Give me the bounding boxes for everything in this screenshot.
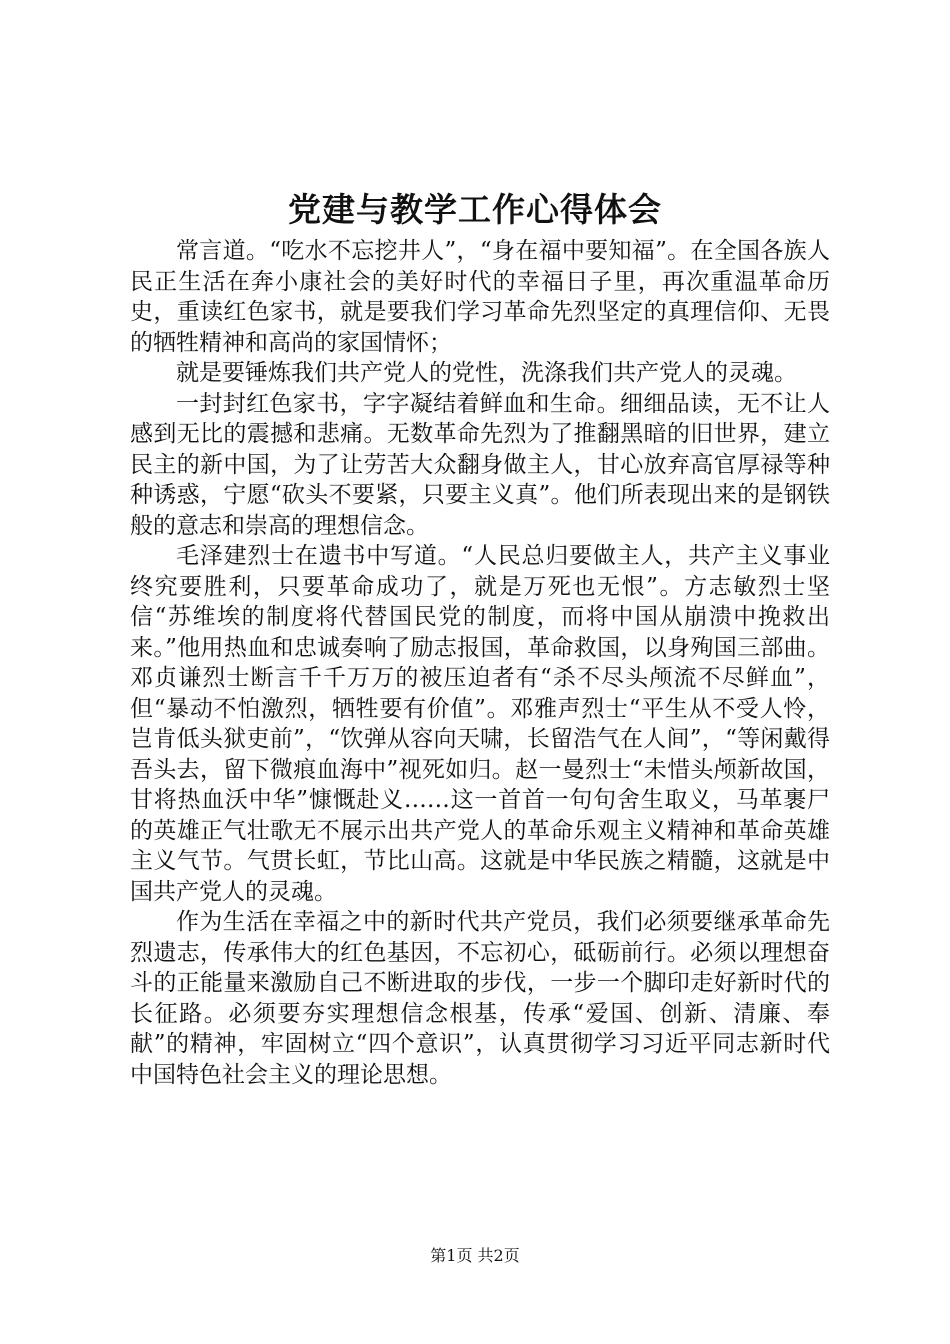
paragraph-3: 一封封红色家书，字字凝结着鲜血和生命。细细品读，无不让人感到无比的震撼和悲痛。无数革命先烈为了推翻黑暗的旧世界，建立民主的新中国，为了让劳苦大众翻身做主人，甘心放弃高官厚禄等种种诱惑，宁愿“砍头不要紧，只要主义真”。他们所表现出来的是钢铁般的意志和崇高的理想信念。 xyxy=(130,390,830,539)
document-body xyxy=(130,236,830,1090)
paragraph-2: 就是要锤炼我们共产党人的党性，洗涤我们共产党人的灵魂。 xyxy=(176,360,797,386)
paragraph-5: 作为生活在幸福之中的新时代共产党员，我们必须要继承革命先烈遗志，传承伟大的红色基因，不忘初心，砥砺前行。必须以理想奋斗的正能量来激励自己不断进取的步伐，一步一个脚印走好新时代的长征路。必须要夯实理想信念根基，传承“爱国、创新、清廉、奉献”的精神，牢固树立“四个意识”，认真贯彻学习习近平同志新时代中国特色社会主义的理论思想。 xyxy=(130,909,830,1088)
page-footer: 第1页 共2页 xyxy=(430,1246,520,1265)
document-title: 党建与教学工作心得体会 xyxy=(288,190,662,229)
paragraph-1: 常言道。“吃水不忘挖井人”，“身在福中要知福”。在全国各族人民正生活在奔小康社会的美好时代的幸福日子里，再次重温革命历史，重读红色家书，就是要我们学习革命先烈坚定的真理信仰、无畏的牺牲精神和高尚的家国情怀； xyxy=(130,238,830,356)
paragraph-4: 毛泽建烈士在遗书中写道。“人民总归要做主人，共产主义事业终究要胜利，只要革命成功了，就是万死也无恨”。方志敏烈士坚信“苏维埃的制度将代替国民党的制度，而将中国从崩溃中挽救出来。”他用热血和忠诚奏响了励志报国，革命救国，以身殉国三部曲。邓贞谦烈士断言千千万万的被压迫者有“杀不尽头颅流不尽鲜血”，但“暴动不怕激烈，牺牲要有价值”。邓雅声烈士“平生从不受人怜，岂肯低头狱吏前”，“饮弹从容向天啸，长留浩气在人间”，“等闲戴得吾头去，留下微痕血海中”视死如归。赵一曼烈士“未惜头颅新故国，甘将热血沃中华”慷慨赴义……这一首首一句句舍生取义，马革裹尸的英雄正气壮歌无不展示出共产党人的革命乐观主义精神和革命英雄主义气节。气贯长虹，节比山高。这就是中华民族之精髓，这就是中国共产党人的灵魂。 xyxy=(130,543,830,905)
